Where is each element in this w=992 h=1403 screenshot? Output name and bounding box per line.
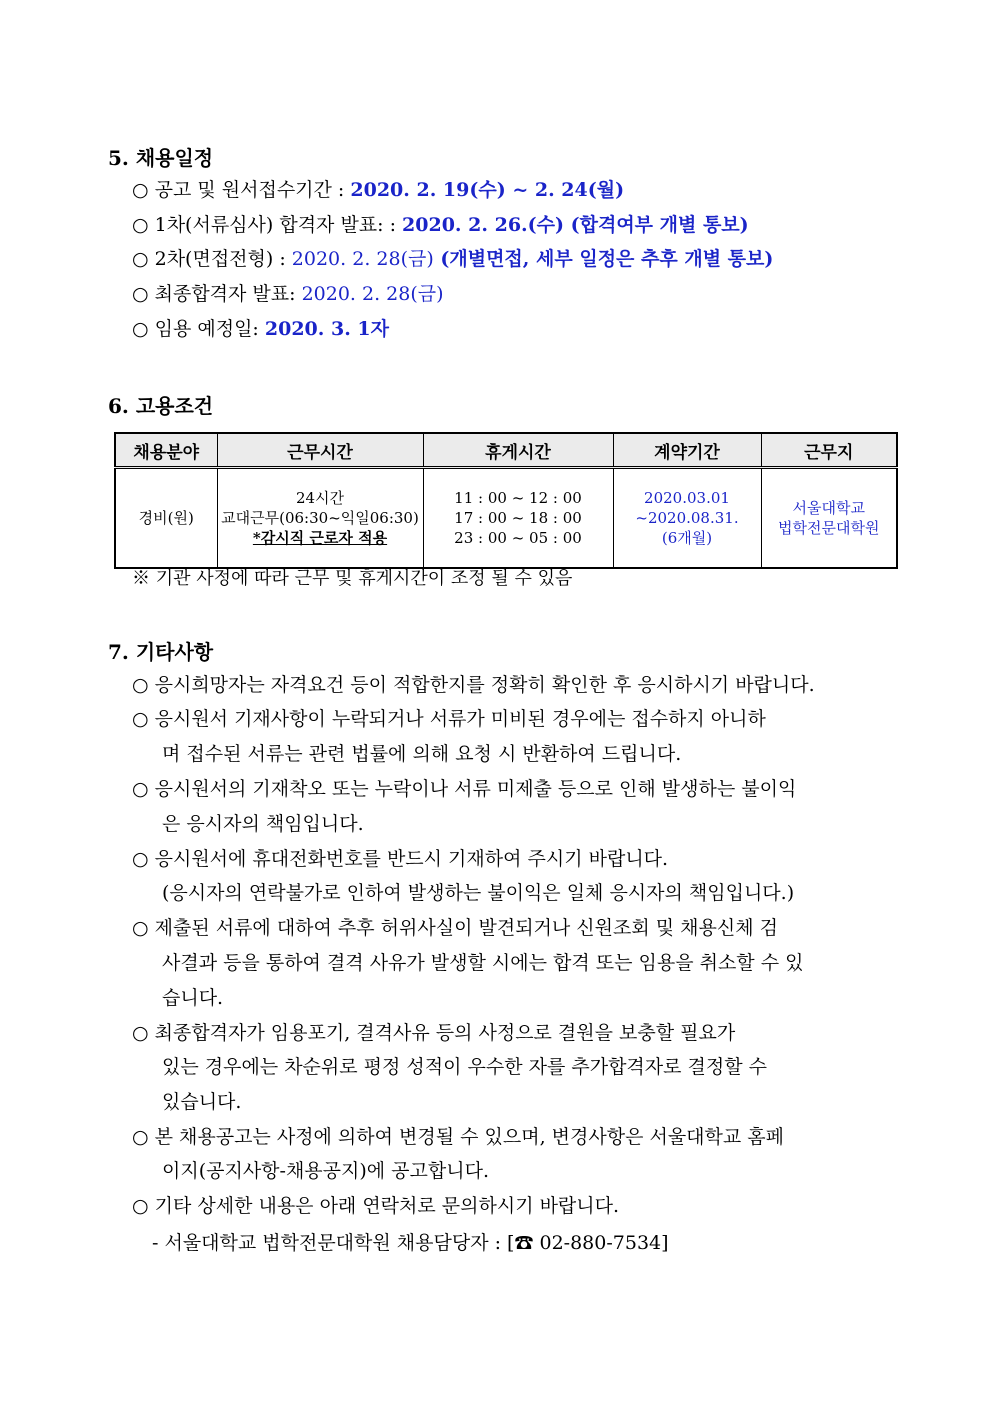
schedule-item-1 [132, 177, 624, 203]
table-row [115, 468, 897, 569]
schedule-extra: (개별면접, 세부 일정은 추후 개별 통보) [433, 248, 774, 270]
schedule-extra: (합격여부 개별 통보) [564, 214, 749, 236]
etc-line: 있는 경우에는 차순위로 평정 성적이 우수한 자를 추가합격자로 결정할 수 [162, 1056, 767, 1078]
contact-line: - 서울대학교 법학전문대학원 채용담당자 : [☎ 02-880-7534] [152, 1232, 669, 1254]
hours-line: 24시간 [295, 489, 345, 507]
section-7-heading: 7. 기타사항 [108, 640, 214, 664]
schedule-label: ○ 1차(서류심사) 합격자 발표: : [132, 214, 403, 236]
etc-line: 사결과 등을 통하여 결격 사유가 발생할 시에는 합격 또는 임용을 취소할 수 있 [162, 952, 804, 974]
schedule-item-3 [132, 246, 773, 272]
header-field: 채용분야 [115, 433, 217, 468]
break-line: 23 : 00 ~ 05 : 00 [454, 529, 582, 547]
schedule-item-4 [132, 281, 444, 307]
etc-line: ○ 기타 상세한 내용은 아래 연락처로 문의하시기 바랍니다. [132, 1195, 620, 1217]
etc-line: ○ 응시원서에 휴대전화번호를 반드시 기재하여 주시기 바랍니다. [132, 848, 669, 870]
cell-breaks [423, 468, 613, 569]
etc-line: ○ 응시원서 기재사항이 누락되거나 서류가 미비된 경우에는 접수하지 아니하 [132, 708, 766, 730]
section-5-heading: 5. 채용일정 [108, 146, 214, 170]
etc-line: ○ 제출된 서류에 대하여 추후 허위사실이 발견되거나 신원조회 및 채용신체 검 [132, 917, 778, 939]
employment-conditions-table [114, 432, 898, 569]
etc-line: 은 응시자의 책임입니다. [162, 813, 364, 835]
header-place: 근무지 [761, 433, 897, 468]
header-contract: 계약기간 [613, 433, 761, 468]
schedule-label: ○ 2차(면접전형) : [132, 248, 292, 270]
schedule-value: 2020. 2. 28(금) [291, 248, 434, 270]
schedule-value: 2020. 3. 1자 [264, 318, 390, 340]
cell-place [761, 468, 897, 569]
schedule-item-2 [132, 212, 749, 238]
break-line: 17 : 00 ~ 18 : 00 [454, 509, 582, 527]
cell-contract [613, 468, 761, 569]
cell-field: 경비(원) [115, 468, 217, 569]
place-line: 법학전문대학원 [778, 519, 880, 537]
cell-hours [217, 468, 423, 569]
etc-line: (응시자의 연락불가로 인하여 발생하는 불이익은 일체 응시자의 책임입니다.) [162, 882, 795, 904]
schedule-value: 2020. 2. 26.(수) [402, 214, 564, 236]
table-header-row [115, 433, 897, 468]
etc-line: ○ 최종합격자가 임용포기, 결격사유 등의 사정으로 결원을 보충할 필요가 [132, 1022, 736, 1044]
schedule-label: ○ 공고 및 원서접수기간 : [132, 179, 351, 201]
etc-line: 이지(공지사항-채용공지)에 공고합니다. [162, 1160, 489, 1182]
etc-line: ○ 응시원서의 기재착오 또는 누락이나 서류 미제출 등으로 인해 발생하는 불이익 [132, 778, 797, 800]
etc-line: ○ 본 채용공고는 사정에 의하여 변경될 수 있으며, 변경사항은 서울대학교 홈페 [132, 1126, 784, 1148]
section-6-heading: 6. 고용조건 [108, 394, 214, 418]
contract-line: 2020.03.01 [644, 489, 730, 507]
schedule-value: 2020. 2. 28(금) [301, 283, 444, 305]
place-line: 서울대학교 [792, 499, 865, 517]
schedule-value: 2020. 2. 19(수) ~ 2. 24(월) [350, 179, 625, 201]
header-breaks: 휴게시간 [423, 433, 613, 468]
etc-line: 습니다. [162, 987, 224, 1009]
break-line: 11 : 00 ~ 12 : 00 [454, 489, 582, 507]
hours-line: 교대근무(06:30~익일06:30) [221, 509, 419, 527]
header-hours: 근무시간 [217, 433, 423, 468]
schedule-label: ○ 최종합격자 발표: [132, 283, 302, 305]
etc-line: 며 접수된 서류는 관련 법률에 의해 요청 시 반환하여 드립니다. [162, 743, 682, 765]
table-note: ※ 기관 사정에 따라 근무 및 휴게시간이 조정 될 수 있음 [132, 568, 573, 589]
contract-line: ~2020.08.31. [635, 509, 739, 527]
schedule-item-5 [132, 316, 389, 342]
schedule-label: ○ 임용 예정일: [132, 318, 265, 340]
etc-line: 있습니다. [162, 1091, 242, 1113]
etc-line: ○ 응시희망자는 자격요건 등이 적합한지를 정확히 확인한 후 응시하시기 바랍니다. [132, 674, 815, 696]
hours-note: *감시직 근로자 적용 [252, 529, 388, 547]
contract-line: (6개월) [661, 529, 713, 547]
